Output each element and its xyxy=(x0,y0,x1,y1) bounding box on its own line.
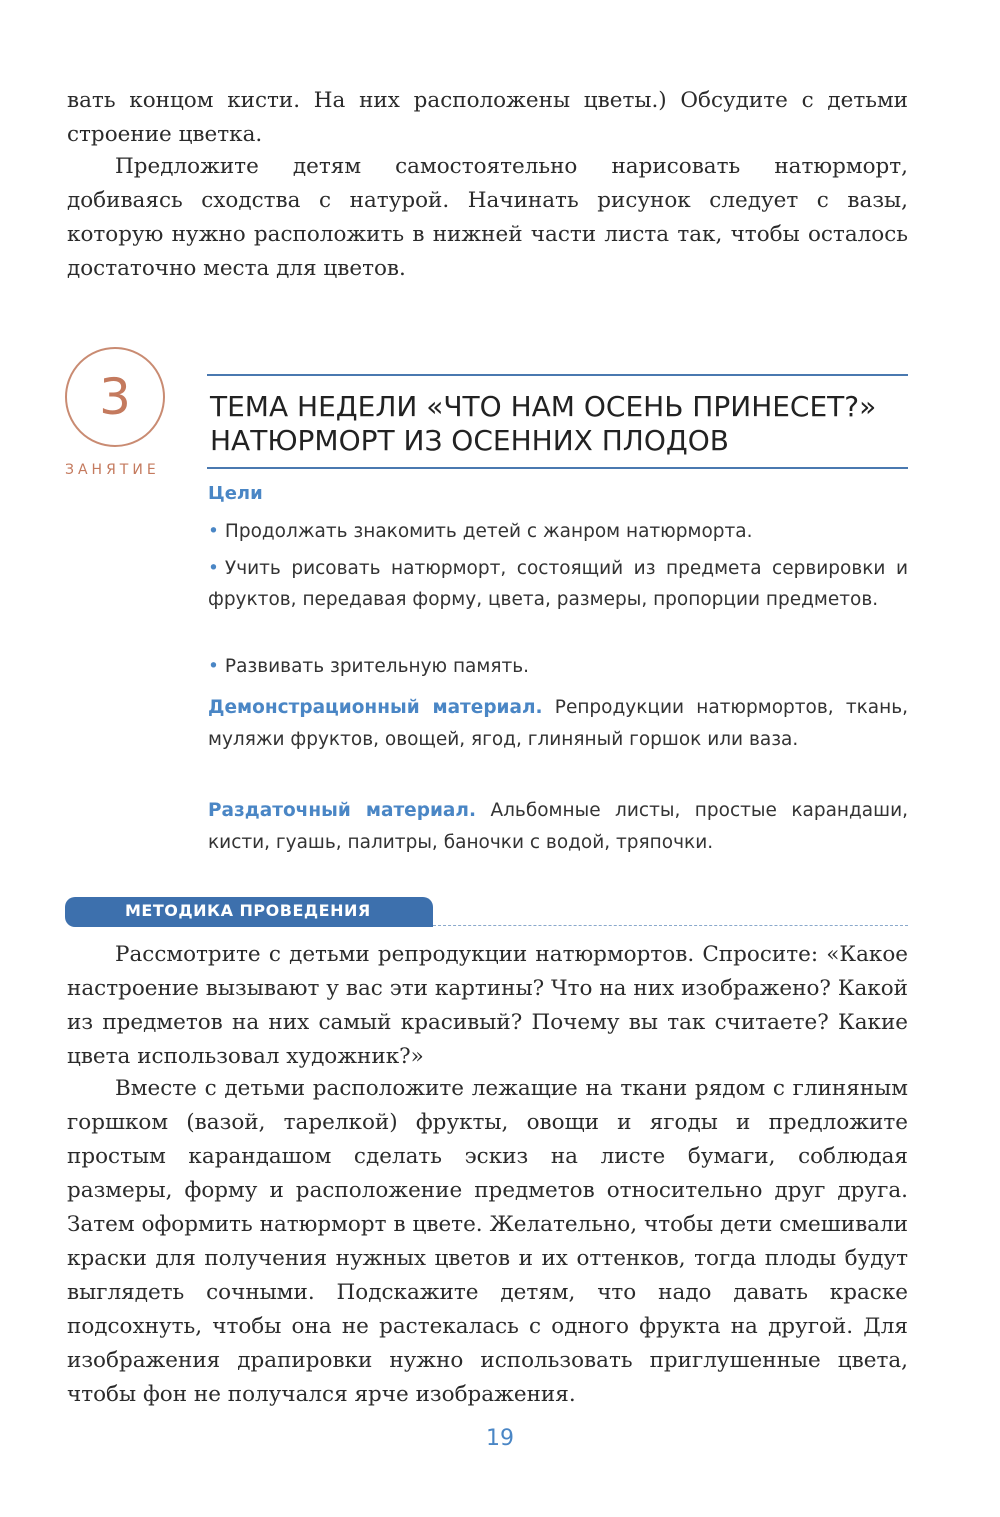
lesson-label: ЗАНЯТИЕ xyxy=(65,462,160,478)
method-paragraph-2: Вместе с детьми расположите лежащие на ткани рядом с глиняным горшком (вазой, тарелкой) фрукты, овощи и ягоды и предложите простым карандашом сделать эскиз на листе бумаги, соблюдая размеры, форму и расположение предметов относительно друг друга. Затем оформить натюрморт в цвете. Желательно, чтобы дети смешивали краски для получения нужных цветов и их оттенков, тогда плоды будут выглядеть сочными. Подскажите детям, что надо давать краске подсохнуть, чтобы она не растекалась с одного фрукта на другой. Для изображения драпировки нужно использовать приглушенные цвета, чтобы фон не получался ярче изображения. xyxy=(67,1076,908,1407)
demo-material xyxy=(208,692,908,756)
goal-item xyxy=(208,651,908,682)
theme-title: ТЕМА НЕДЕЛИ «ЧТО НАМ ОСЕНЬ ПРИНЕСЕТ?» xyxy=(210,390,877,423)
goal-item xyxy=(208,516,908,547)
method-paragraph-1: Рассмотрите с детьми репродукции натюрмортов. Спросите: «Какое настроение вызывают у вас эти картины? Что на них изображено? Какой из предметов на них самый красивый? Почему вы так считаете? Какие цвета использовал художник?» xyxy=(67,942,908,1069)
bullet-icon: • xyxy=(208,521,219,542)
theme-subtitle: НАТЮРМОРТ ИЗ ОСЕННИХ ПЛОДОВ xyxy=(210,424,729,457)
title-bottom-rule xyxy=(207,467,908,469)
goal-text: Развивать зрительную память. xyxy=(224,656,530,677)
lesson-number-badge xyxy=(65,347,165,447)
intro-paragraph-2: Предложите детям самостоятельно нарисовать натюрморт, добиваясь сходства с натурой. Начинать рисунок следует с вазы, которую нужно расположить в нижней части листа так, чтобы осталось достаточно места для цветов. xyxy=(67,154,908,281)
goal-text: Продолжать знакомить детей с жанром натюрморта. xyxy=(224,521,753,542)
goals-heading: Цели xyxy=(208,483,263,504)
goal-text: Учить рисовать натюрморт, состоящий из предмета сервировки и фруктов, передавая форму, цвета, размеры, пропорции предметов. xyxy=(208,558,908,610)
demo-material-lead: Демонстрационный материал. xyxy=(208,697,543,718)
handout-material-lead: Раздаточный материал. xyxy=(208,800,476,821)
handout-material-text: Альбомные листы, простые карандаши, кисти, гуашь, палитры, баночки с водой, тряпочки. xyxy=(208,800,908,853)
demo-material-text: Репродукции натюрмортов, ткань, муляжи фруктов, овощей, ягод, глиняный горшок или ваза. xyxy=(208,697,908,750)
bullet-icon: • xyxy=(208,558,219,579)
section-heading: МЕТОДИКА ПРОВЕДЕНИЯ xyxy=(125,901,371,920)
page-number: 19 xyxy=(486,1426,514,1451)
section-divider xyxy=(433,925,908,927)
handout-material xyxy=(208,795,908,859)
bullet-icon: • xyxy=(208,656,219,677)
intro-paragraph-1: вать концом кисти. На них расположены цветы.) Обсудите с детьми строение цветка. xyxy=(67,88,908,147)
goal-item xyxy=(208,553,908,615)
title-top-rule xyxy=(207,374,908,376)
lesson-number: 3 xyxy=(99,368,131,426)
